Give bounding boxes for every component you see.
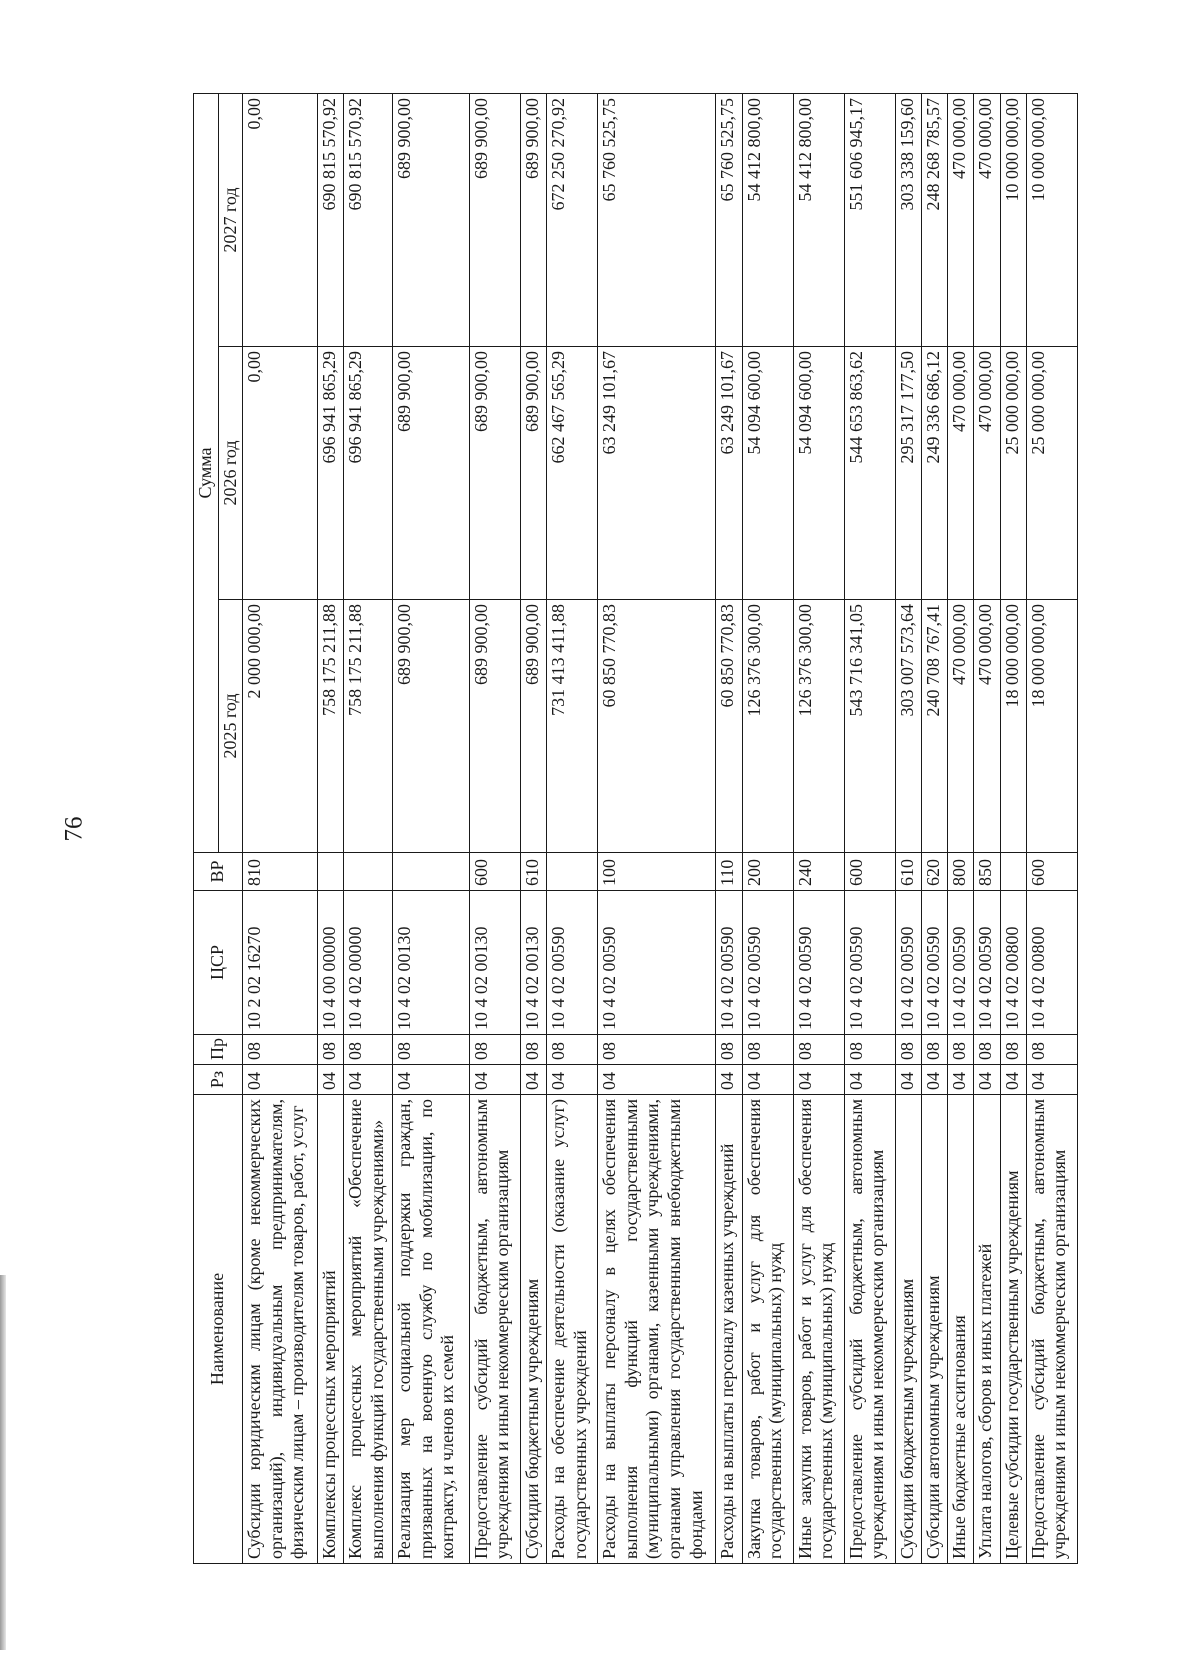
row-pr-cell: 08 [547,1035,598,1065]
row-sum-2027-cell: 689 900,00 [393,93,470,346]
row-sum-2026-cell: 0,00 [243,347,318,600]
header-year-2027: 2027 год [218,93,243,346]
row-name-cell: Субсидии автономным учреждениям [922,1095,948,1564]
row-sum-2026-cell: 63 249 101,67 [716,347,742,600]
row-vr-cell: 620 [922,853,948,891]
row-pr-cell: 08 [948,1035,974,1065]
row-name-cell: Иные бюджетные ассигнования [948,1095,974,1564]
row-sum-2027-cell: 689 900,00 [469,93,520,346]
header-year-2026: 2026 год [218,347,243,600]
row-vr-cell: 810 [243,853,318,891]
row-sum-2026-cell: 696 941 865,29 [317,347,343,600]
table-header [194,93,243,1563]
row-sum-2026-cell: 249 336 686,12 [922,347,948,600]
row-rz-cell: 04 [1026,1065,1077,1095]
row-pr-cell: 08 [243,1035,318,1065]
row-sum-2026-cell: 470 000,00 [974,347,1000,600]
row-sum-2027-cell: 303 338 159,60 [895,93,921,346]
row-vr-cell [343,853,392,891]
row-sum-2026-cell: 295 317 177,50 [895,347,921,600]
row-name-cell: Комплекс процессных мероприятий «Обеспечение выполнения функций государственными учреждениями» [343,1095,392,1564]
header-csr: ЦСР [194,891,243,1035]
row-vr-cell [547,853,598,891]
row-sum-2026-cell: 689 900,00 [393,347,470,600]
row-sum-2027-cell: 65 760 525,75 [598,93,716,346]
row-rz-cell: 04 [948,1065,974,1095]
row-sum-2025-cell: 2 000 000,00 [243,600,318,853]
row-sum-2025-cell: 758 175 211,88 [317,600,343,853]
row-rz-cell: 04 [895,1065,921,1095]
row-csr-cell: 10 4 02 00590 [922,891,948,1035]
row-vr-cell: 800 [948,853,974,891]
row-vr-cell [1000,853,1026,891]
row-rz-cell: 04 [844,1065,895,1095]
row-rz-cell: 04 [793,1065,844,1095]
row-pr-cell: 08 [793,1035,844,1065]
row-sum-2027-cell: 65 760 525,75 [716,93,742,346]
table-row [469,93,520,1563]
row-name-cell: Реализация мер социальной поддержки граждан, призванных на военную службу по мобилизации, по контракту, и членов их семей [393,1095,470,1564]
header-rz: Рз [194,1065,243,1095]
row-sum-2025-cell: 126 376 300,00 [793,600,844,853]
row-sum-2027-cell: 54 412 800,00 [793,93,844,346]
row-sum-2027-cell: 54 412 800,00 [742,93,793,346]
table-row [520,93,546,1563]
row-csr-cell: 10 4 00 00000 [317,891,343,1035]
row-name-cell: Субсидии бюджетным учреждениям [520,1095,546,1564]
row-pr-cell: 08 [469,1035,520,1065]
row-name-cell: Расходы на обеспечение деятельности (оказание услуг) государственных учреждений [547,1095,598,1564]
row-sum-2025-cell: 18 000 000,00 [1000,600,1026,853]
row-vr-cell: 610 [520,853,546,891]
header-vr: ВР [194,853,243,891]
table-row [716,93,742,1563]
row-vr-cell: 100 [598,853,716,891]
row-sum-2025-cell: 731 413 411,88 [547,600,598,853]
row-sum-2027-cell: 689 900,00 [520,93,546,346]
table-row [793,93,844,1563]
row-name-cell: Иные закупки товаров, работ и услуг для обеспечения государственных (муниципальных) нужд [793,1095,844,1564]
row-vr-cell: 200 [742,853,793,891]
row-pr-cell: 08 [1026,1035,1077,1065]
row-pr-cell: 08 [974,1035,1000,1065]
row-sum-2027-cell: 470 000,00 [974,93,1000,346]
row-sum-2025-cell: 689 900,00 [469,600,520,853]
row-sum-2025-cell: 470 000,00 [948,600,974,853]
row-sum-2025-cell: 60 850 770,83 [598,600,716,853]
row-csr-cell: 10 4 02 00000 [343,891,392,1035]
row-sum-2027-cell: 672 250 270,92 [547,93,598,346]
table-row [974,93,1000,1563]
table-row [844,93,895,1563]
row-sum-2027-cell: 10 000 000,00 [1000,93,1026,346]
row-name-cell: Целевые субсидии государственным учреждениям [1000,1095,1026,1564]
page-number: 76 [60,816,88,842]
budget-table [193,93,1078,1564]
row-pr-cell: 08 [844,1035,895,1065]
row-sum-2026-cell: 662 467 565,29 [547,347,598,600]
row-rz-cell: 04 [974,1065,1000,1095]
row-pr-cell: 08 [317,1035,343,1065]
row-sum-2025-cell: 60 850 770,83 [716,600,742,853]
row-name-cell: Закупка товаров, работ и услуг для обеспечения государственных (муниципальных) нужд [742,1095,793,1564]
row-pr-cell: 08 [716,1035,742,1065]
row-pr-cell: 08 [393,1035,470,1065]
row-csr-cell: 10 4 02 00590 [844,891,895,1035]
table-row [742,93,793,1563]
row-sum-2027-cell: 10 000 000,00 [1026,93,1077,346]
row-sum-2025-cell: 240 708 767,41 [922,600,948,853]
row-sum-2025-cell: 689 900,00 [393,600,470,853]
row-sum-2027-cell: 470 000,00 [948,93,974,346]
row-vr-cell: 600 [1026,853,1077,891]
row-vr-cell: 240 [793,853,844,891]
row-name-cell: Предоставление субсидий бюджетным, автономным учреждениям и иным некоммерческим организациям [844,1095,895,1564]
row-vr-cell: 610 [895,853,921,891]
row-csr-cell: 10 4 02 00590 [716,891,742,1035]
row-sum-2026-cell: 696 941 865,29 [343,347,392,600]
row-name-cell: Уплата налогов, сборов и иных платежей [974,1095,1000,1564]
row-name-cell: Субсидии бюджетным учреждениям [895,1095,921,1564]
table-row [895,93,921,1563]
row-pr-cell: 08 [895,1035,921,1065]
row-csr-cell: 10 4 02 00590 [547,891,598,1035]
scan-edge-shadow [0,1275,6,1650]
row-csr-cell: 10 4 02 00590 [742,891,793,1035]
header-sum: Сумма [194,93,219,852]
table-row [343,93,392,1563]
row-csr-cell: 10 4 02 00590 [598,891,716,1035]
row-csr-cell: 10 4 02 00590 [948,891,974,1035]
row-vr-cell: 850 [974,853,1000,891]
row-sum-2027-cell: 248 268 785,57 [922,93,948,346]
row-csr-cell: 10 4 02 00800 [1000,891,1026,1035]
row-sum-2026-cell: 689 900,00 [469,347,520,600]
row-csr-cell: 10 4 02 00590 [895,891,921,1035]
row-pr-cell: 08 [1000,1035,1026,1065]
row-vr-cell: 600 [844,853,895,891]
row-name-cell: Предоставление субсидий бюджетным, автономным учреждениям и иным некоммерческим организациям [1026,1095,1077,1564]
header-pr: Пр [194,1035,243,1065]
row-name-cell: Комплексы процессных мероприятий [317,1095,343,1564]
row-sum-2026-cell: 63 249 101,67 [598,347,716,600]
row-csr-cell: 10 4 02 00130 [393,891,470,1035]
row-csr-cell: 10 4 02 00590 [974,891,1000,1035]
table-row [547,93,598,1563]
row-sum-2027-cell: 690 815 570,92 [343,93,392,346]
row-rz-cell: 04 [393,1065,470,1095]
row-sum-2025-cell: 303 007 573,64 [895,600,921,853]
row-pr-cell: 08 [742,1035,793,1065]
row-sum-2026-cell: 54 094 600,00 [742,347,793,600]
row-sum-2027-cell: 0,00 [243,93,318,346]
row-vr-cell: 110 [716,853,742,891]
row-rz-cell: 04 [520,1065,546,1095]
row-name-cell: Субсидии юридическим лицам (кроме некоммерческих организаций), индивидуальным предпринимателям, физическим лицам – производителям товаров, работ, услуг [243,1095,318,1564]
row-csr-cell: 10 2 02 16270 [243,891,318,1035]
row-pr-cell: 08 [343,1035,392,1065]
rotated-table-container [193,94,1078,1564]
row-pr-cell: 08 [922,1035,948,1065]
row-pr-cell: 08 [520,1035,546,1065]
row-sum-2025-cell: 470 000,00 [974,600,1000,853]
row-rz-cell: 04 [742,1065,793,1095]
table-row [922,93,948,1563]
row-vr-cell [317,853,343,891]
row-sum-2025-cell: 126 376 300,00 [742,600,793,853]
row-rz-cell: 04 [243,1065,318,1095]
row-sum-2026-cell: 470 000,00 [948,347,974,600]
row-sum-2026-cell: 54 094 600,00 [793,347,844,600]
row-sum-2025-cell: 18 000 000,00 [1026,600,1077,853]
table-row [598,93,716,1563]
table-body [243,93,1078,1563]
table-row [317,93,343,1563]
row-sum-2025-cell: 758 175 211,88 [343,600,392,853]
row-name-cell: Расходы на выплаты персоналу казенных учреждений [716,1095,742,1564]
table-row [948,93,974,1563]
row-csr-cell: 10 4 02 00130 [520,891,546,1035]
row-rz-cell: 04 [469,1065,520,1095]
row-csr-cell: 10 4 02 00800 [1026,891,1077,1035]
table-row [1026,93,1077,1563]
row-rz-cell: 04 [547,1065,598,1095]
row-vr-cell: 600 [469,853,520,891]
row-name-cell: Предоставление субсидий бюджетным, автономным учреждениям и иным некоммерческим организациям [469,1095,520,1564]
row-sum-2027-cell: 690 815 570,92 [317,93,343,346]
row-sum-2026-cell: 689 900,00 [520,347,546,600]
row-rz-cell: 04 [598,1065,716,1095]
row-sum-2026-cell: 25 000 000,00 [1000,347,1026,600]
row-csr-cell: 10 4 02 00590 [793,891,844,1035]
row-rz-cell: 04 [343,1065,392,1095]
row-sum-2025-cell: 543 716 341,05 [844,600,895,853]
row-vr-cell [393,853,470,891]
table-row [1000,93,1026,1563]
header-name: Наименование [194,1095,243,1564]
row-rz-cell: 04 [317,1065,343,1095]
row-csr-cell: 10 4 02 00130 [469,891,520,1035]
row-name-cell: Расходы на выплаты персоналу в целях обеспечения выполнения функций государственными (муниципальными) органами, казенными учреждениями, органами управления государственными внебюджетными фондами [598,1095,716,1564]
row-sum-2027-cell: 551 606 945,17 [844,93,895,346]
row-sum-2026-cell: 544 653 863,62 [844,347,895,600]
row-rz-cell: 04 [1000,1065,1026,1095]
row-rz-cell: 04 [716,1065,742,1095]
row-rz-cell: 04 [922,1065,948,1095]
row-pr-cell: 08 [598,1035,716,1065]
table-row [393,93,470,1563]
row-sum-2026-cell: 25 000 000,00 [1026,347,1077,600]
table-row [243,93,318,1563]
header-year-2025: 2025 год [218,600,243,853]
row-sum-2025-cell: 689 900,00 [520,600,546,853]
